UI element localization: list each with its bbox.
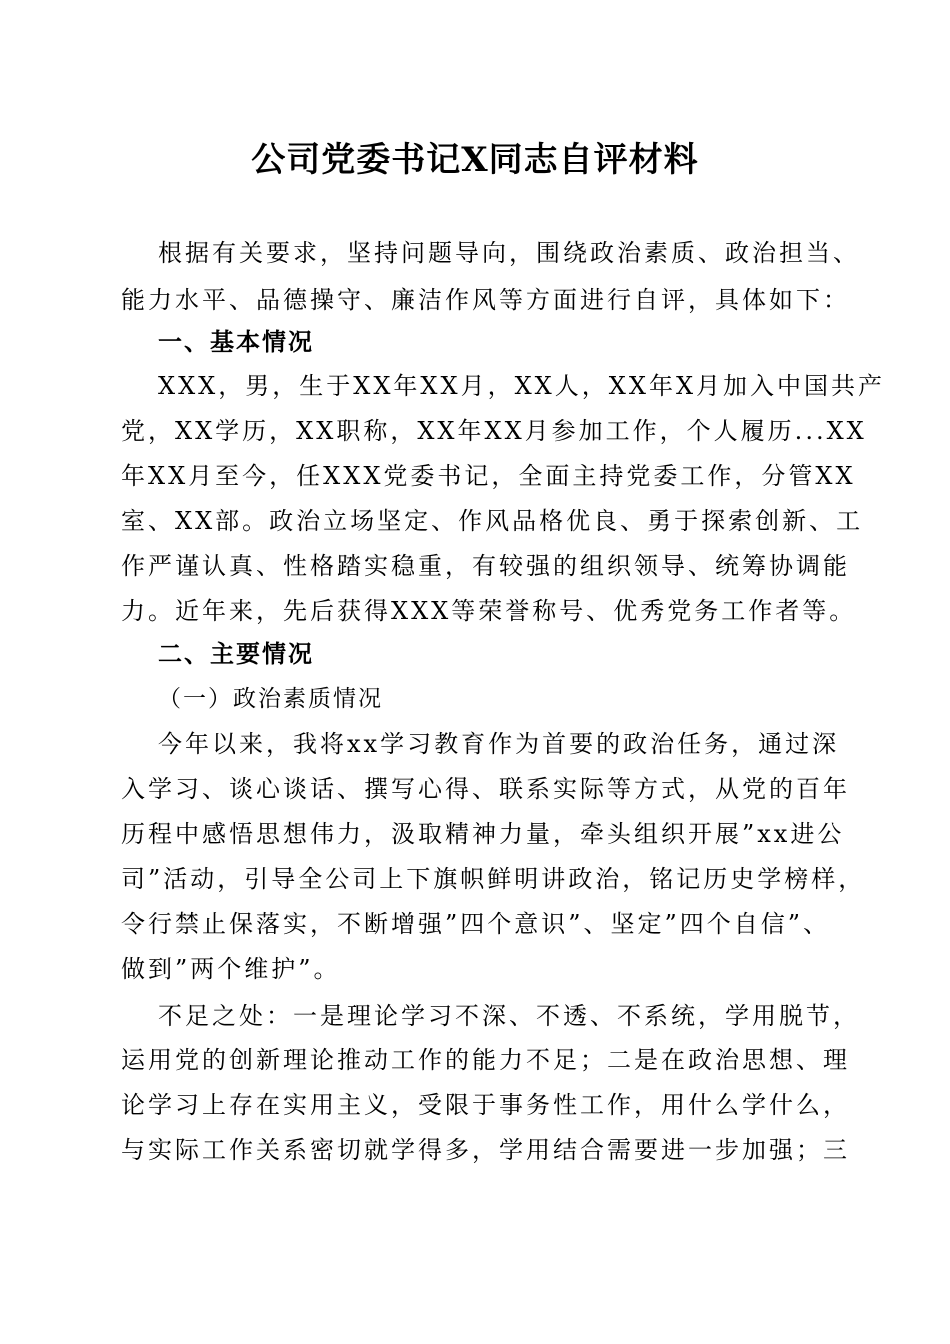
- para-1-line-4: 司”活动，引导全公司上下旗帜鲜明讲政治，铭记历史学榜样，: [121, 865, 866, 893]
- section-1-heading: 一、基本情况: [158, 328, 314, 356]
- para-1-line-2: 入学习、谈心谈话、撰写心得、联系实际等方式，从党的百年: [121, 775, 850, 803]
- para-2-line-2: 运用党的创新理论推动工作的能力不足；二是在政治思想、理: [121, 1046, 850, 1074]
- section-1-line-3: 年XX月至今，任XXX党委书记，全面主持党委工作，分管XX: [121, 462, 856, 490]
- para-2-line-1: 不足之处：一是理论学习不深、不透、不系统，学用脱节，: [158, 1002, 860, 1030]
- para-1-line-3: 历程中感悟思想伟力，汲取精神力量，牵头组织开展”xx进公: [121, 820, 845, 848]
- section-1-line-5: 作严谨认真、性格踏实稳重，有较强的组织领导、统筹协调能: [121, 552, 850, 580]
- section-2-heading: 二、主要情况: [158, 640, 314, 668]
- intro-line-1: 根据有关要求，坚持问题导向，围绕政治素质、政治担当、: [158, 239, 860, 267]
- section-1-line-1: XXX，男，生于XX年XX月，XX人，XX年X月加入中国共产: [158, 372, 886, 400]
- para-1-line-1: 今年以来，我将xx学习教育作为首要的政治任务，通过深: [158, 730, 840, 758]
- section-1-line-2: 党，XX学历，XX职称，XX年XX月参加工作，个人履历...XX: [121, 417, 867, 445]
- intro-line-2: 能力水平、品德操守、廉洁作风等方面进行自评，具体如下：: [121, 286, 850, 314]
- para-1-line-5: 令行禁止保落实，不断增强”四个意识”、坚定”四个自信”、: [121, 910, 831, 938]
- para-2-line-4: 与实际工作关系密切就学得多，学用结合需要进一步加强；三: [121, 1136, 850, 1164]
- section-1-line-4: 室、XX部。政治立场坚定、作风品格优良、勇于探索创新、工: [121, 507, 864, 535]
- para-1-line-6: 做到”两个维护”。: [121, 955, 341, 983]
- section-1-line-6: 力。近年来，先后获得XXX等荣誉称号、优秀党务工作者等。: [121, 597, 857, 625]
- section-2-subheading: （一）政治素质情况: [158, 686, 383, 712]
- para-2-line-3: 论学习上存在实用主义，受限于事务性工作，用什么学什么，: [121, 1091, 850, 1119]
- document-title: 公司党委书记X同志自评材料: [251, 140, 699, 180]
